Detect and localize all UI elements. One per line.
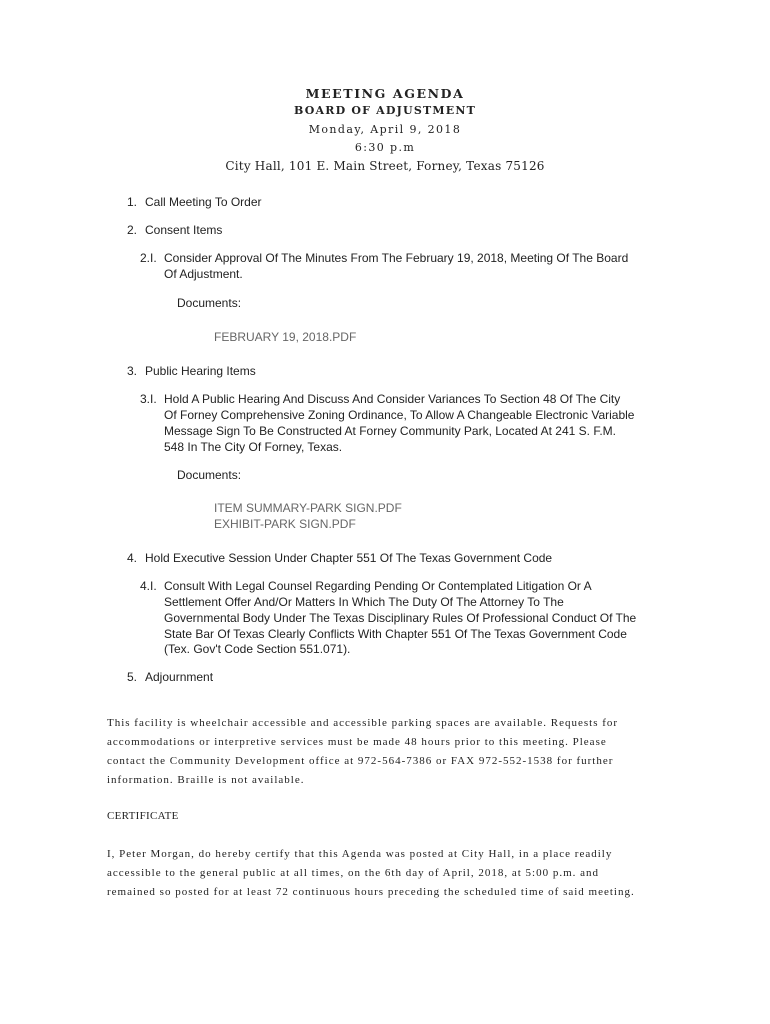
meeting-date: Monday, April 9, 2018: [308, 123, 462, 136]
item-2-number: 2.: [127, 223, 138, 237]
item-4-1-line: Governmental Body Under The Texas Disciplinary Rules Of Professional Conduct Of The: [164, 611, 637, 625]
item-2-1-number: 2.I.: [140, 251, 157, 265]
accessibility-line: This facility is wheelchair accessible and accessible parking spaces are available. Requests for: [107, 717, 619, 729]
item-4-1-number: 4.I.: [140, 579, 157, 593]
item-3-text: Public Hearing Items: [145, 364, 256, 378]
item-2-1-line: Consider Approval Of The Minutes From The February 19, 2018, Meeting Of The Board: [164, 251, 629, 265]
item-5-text: Adjournment: [145, 670, 214, 684]
certificate-line: accessible to the general public at all times, on the 6th day of April, 2018, at 5:00 p.m. and: [107, 867, 600, 879]
item-3-number: 3.: [127, 364, 138, 378]
item-3-1-number: 3.I.: [140, 392, 157, 406]
certificate-heading: CERTIFICATE: [107, 810, 179, 822]
item-2-text: Consent Items: [145, 223, 223, 237]
accessibility-line: accommodations or interpretive services must be made 48 hours prior to this meeting. Please: [107, 736, 607, 748]
item-3-1-line: Of Forney Comprehensive Zoning Ordinance, To Allow A Changeable Electronic Variable: [164, 408, 635, 422]
item-4-text: Hold Executive Session Under Chapter 551 Of The Texas Government Code: [145, 551, 553, 565]
item-1-text: Call Meeting To Order: [145, 195, 262, 209]
item-4-1-line: State Bar Of Texas Clearly Conflicts With Chapter 551 Of The Texas Government Code: [164, 627, 627, 641]
item-4-1-line: Settlement Offer And/Or Matters In Which The Duty Of The Attorney To The: [164, 595, 564, 609]
item-4-1-line: Consult With Legal Counsel Regarding Pending Or Contemplated Litigation Or A: [164, 579, 592, 593]
item-2-1-line: Of Adjustment.: [164, 267, 243, 281]
document-link[interactable]: ITEM SUMMARY-PARK SIGN.PDF: [214, 501, 402, 515]
certificate-line: I, Peter Morgan, do hereby certify that this Agenda was posted at City Hall, in a place readily: [107, 848, 613, 860]
item-4-1-line: (Tex. Gov't Code Section 551.071).: [164, 642, 351, 656]
certificate-line: remained so posted for at least 72 continuous hours preceding the scheduled time of said meeting.: [107, 886, 635, 898]
document-link[interactable]: FEBRUARY 19, 2018.PDF: [214, 330, 357, 344]
accessibility-line: contact the Community Development office at 972-564-7386 or FAX 972-552-1538 for further: [107, 755, 614, 767]
documents-label: Documents:: [177, 296, 242, 310]
agenda-title: MEETING AGENDA: [305, 86, 465, 101]
item-3-1-line: Hold A Public Hearing And Discuss And Consider Variances To Section 48 Of The City: [164, 392, 621, 406]
item-4-number: 4.: [127, 551, 138, 565]
documents-label: Documents:: [177, 468, 242, 482]
item-5-number: 5.: [127, 670, 138, 684]
item-3-1-line: 548 In The City Of Forney, Texas.: [164, 440, 343, 454]
meeting-location: City Hall, 101 E. Main Street, Forney, Texas 75126: [225, 159, 545, 173]
meeting-time: 6:30 p.m: [354, 141, 416, 154]
document-link[interactable]: EXHIBIT-PARK SIGN.PDF: [214, 517, 356, 531]
item-1-number: 1.: [127, 195, 138, 209]
item-3-1-line: Message Sign To Be Constructed At Forney Community Park, Located At 241 S. F.M.: [164, 424, 616, 438]
accessibility-line: information. Braille is not available.: [107, 774, 305, 786]
board-name: BOARD OF ADJUSTMENT: [294, 104, 476, 117]
